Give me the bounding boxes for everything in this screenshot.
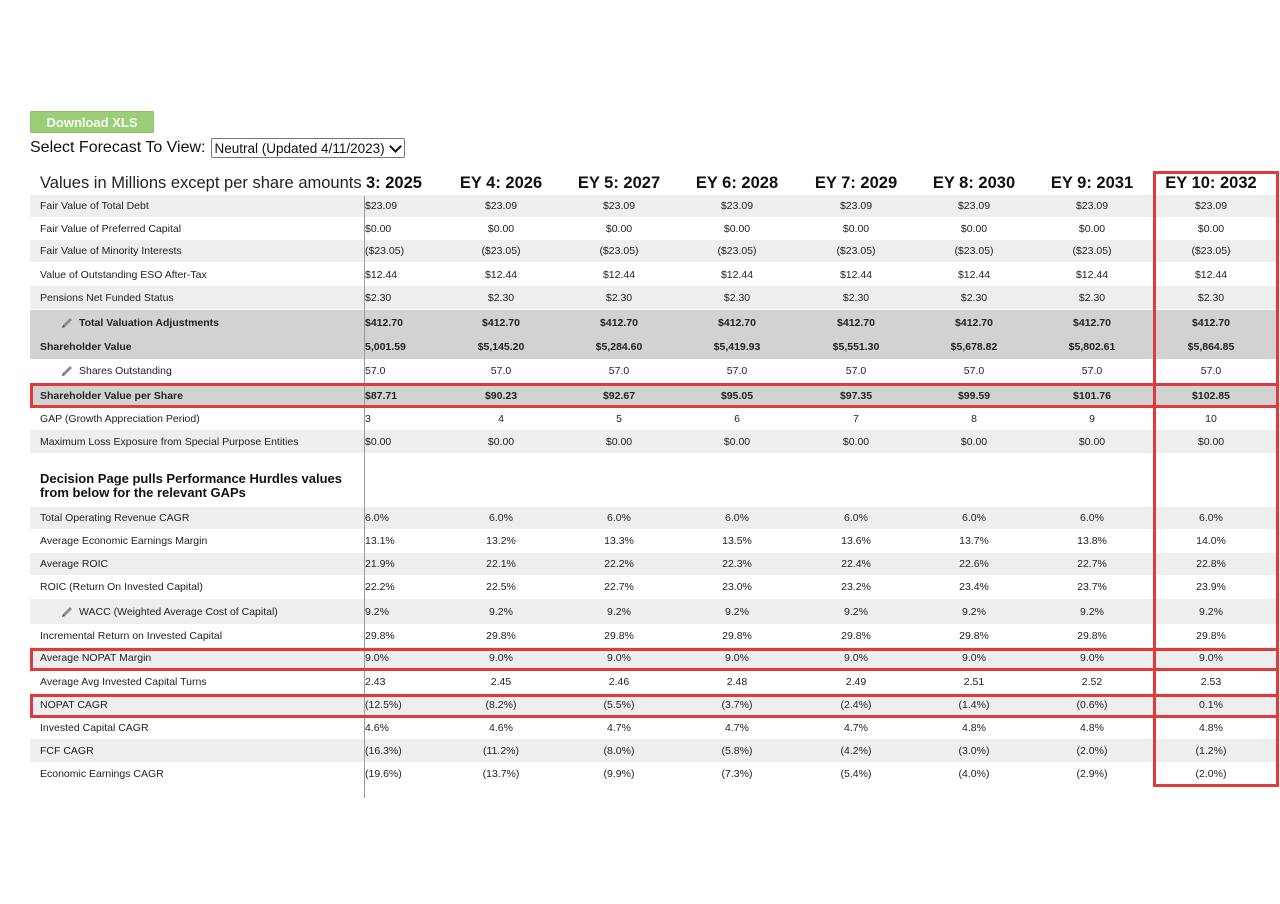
table-cell: 22.2% — [604, 558, 634, 570]
table-cell: 8 — [971, 412, 977, 425]
table-cell: $90.23 — [484, 389, 518, 402]
table-cell: 9.0% — [962, 652, 986, 664]
table-cell: 22.3% — [722, 558, 752, 570]
row-label-text: Fair Value of Total Debt — [40, 200, 149, 212]
row-label — [40, 384, 183, 407]
table-cell: 9.0% — [365, 652, 389, 664]
table-cell: $5,802.61 — [1068, 341, 1116, 353]
row-label-text: Value of Outstanding ESO After-Tax — [40, 268, 207, 281]
table-cell: $412.70 — [482, 316, 520, 329]
column-header-8: EY 10: 2032 — [1165, 174, 1257, 192]
table-cell: $12.44 — [957, 268, 991, 281]
forecast-select[interactable] — [211, 138, 405, 158]
table-cell: 22.8% — [1196, 558, 1226, 570]
table-cell: 5 — [616, 412, 622, 425]
table-cell: $95.05 — [720, 389, 754, 402]
table-cell: 2.51 — [963, 675, 985, 688]
table-cell: 9 — [1089, 412, 1095, 425]
table-cell: (2.9%) — [1076, 768, 1108, 780]
table-cell: $87.71 — [365, 389, 398, 402]
table-cell: $412.70 — [600, 316, 638, 329]
table-cell: 57.0 — [1200, 365, 1222, 377]
table-cell: 6.0% — [607, 512, 631, 524]
table-cell: 22.4% — [841, 558, 871, 570]
table-cell: $0.00 — [723, 435, 751, 448]
table-cell: (11.2%) — [483, 744, 519, 757]
table-cell: 4.8% — [962, 721, 986, 734]
table-cell: 9.0% — [844, 652, 868, 664]
table-cell: 29.8% — [959, 629, 989, 642]
table-cell: ($23.05) — [836, 245, 876, 257]
table-cell: 3 — [365, 412, 371, 425]
row-label — [60, 310, 219, 335]
table-cell: 2.46 — [608, 675, 630, 688]
table-cell: 9.2% — [1080, 605, 1104, 618]
table-row-shares-outstanding — [30, 359, 1278, 383]
table-cell: $97.35 — [839, 389, 873, 402]
table-cell: 13.3% — [604, 535, 634, 547]
pencil-icon[interactable] — [60, 364, 74, 378]
table-cell: ($23.05) — [1191, 245, 1231, 257]
column-header-3: EY 5: 2027 — [577, 174, 661, 192]
table-cell: 4.7% — [725, 721, 749, 734]
table-cell: 23.7% — [1077, 581, 1107, 593]
table-cell: 9.2% — [1199, 605, 1223, 618]
section-title-line-1: Decision Page pulls Performance Hurdles values — [40, 471, 343, 486]
table-cell: 13.6% — [841, 535, 871, 547]
table-cell: 6.0% — [844, 512, 868, 524]
table-cell: $2.30 — [723, 291, 751, 304]
table-cell: $0.00 — [605, 223, 633, 235]
table-cell: 6.0% — [1080, 512, 1104, 524]
chevron-down-icon — [389, 140, 402, 153]
table-cell: $412.70 — [837, 316, 875, 329]
table-cell: (3.0%) — [958, 744, 990, 757]
column-divider — [364, 196, 365, 798]
table-cell: 6.0% — [489, 512, 513, 524]
row-label-text: ROIC (Return On Invested Capital) — [40, 581, 203, 593]
table-cell: 29.8% — [486, 629, 516, 642]
table-row-incremental-return-on-invested-capital — [30, 624, 1278, 647]
table-cell: 14.0% — [1196, 535, 1226, 547]
table-row-average-nopat-margin — [30, 647, 1278, 669]
table-row-fair-value-of-preferred-capital — [30, 218, 1278, 240]
table-row-fair-value-of-minority-interests — [30, 240, 1278, 262]
row-label-text: GAP (Growth Appreciation Period) — [40, 412, 200, 425]
table-cell: $0.00 — [1197, 223, 1225, 235]
table-cell: (12.5%) — [365, 698, 402, 711]
table-row-total-valuation-adjustments — [30, 310, 1278, 335]
table-cell: ($23.05) — [365, 245, 405, 257]
table-cell: $23.09 — [602, 200, 636, 212]
table-cell: 22.6% — [959, 558, 989, 570]
row-label-text: Total Operating Revenue CAGR — [40, 512, 190, 524]
table-cell: 57.0 — [1081, 365, 1103, 377]
row-label-text: FCF CAGR — [40, 744, 94, 757]
table-cell: $12.44 — [365, 268, 398, 281]
table-cell: $23.09 — [365, 200, 398, 212]
table-cell: $412.70 — [718, 316, 756, 329]
table-cell: 4.7% — [844, 721, 868, 734]
table-cell: $102.85 — [1192, 389, 1230, 402]
table-cell: (7.3%) — [721, 768, 753, 780]
table-row-total-operating-revenue-cagr — [30, 507, 1278, 529]
table-cell: 9.2% — [725, 605, 749, 618]
row-label — [40, 576, 203, 598]
column-header-5: EY 7: 2029 — [814, 174, 898, 192]
table-cell: $2.30 — [1078, 291, 1106, 304]
row-label-text: Total Valuation Adjustments — [79, 316, 220, 329]
table-row-average-roic — [30, 553, 1278, 575]
table-cell: $5,864.85 — [1187, 341, 1235, 353]
row-label — [40, 335, 132, 359]
table-cell: (2.0%) — [1076, 744, 1108, 757]
forecast-selected-value: Neutral (Updated 4/11/2023) — [214, 140, 385, 156]
table-row-nopat-cagr — [30, 693, 1278, 716]
table-cell: $23.09 — [484, 200, 518, 212]
table-cell: $0.00 — [723, 223, 751, 235]
table-cell: $5,284.60 — [595, 341, 643, 353]
table-cell: 9.0% — [489, 652, 513, 664]
table-row-roic-return-on-invested-capital — [30, 576, 1278, 598]
table-cell: (1.2%) — [1195, 744, 1227, 757]
table-cell: 13.5% — [722, 535, 752, 547]
table-cell: 9.0% — [607, 652, 631, 664]
table-cell: $23.09 — [839, 200, 873, 212]
table-cell: ($23.05) — [481, 245, 521, 257]
table-cell: 13.1% — [365, 535, 395, 547]
table-cell: $2.30 — [487, 291, 515, 304]
table-cell: $101.76 — [1073, 389, 1111, 402]
table-cell: 6.0% — [725, 512, 749, 524]
table-cell: 22.2% — [365, 581, 395, 593]
table-cell: $0.00 — [960, 223, 988, 235]
row-label — [40, 553, 108, 575]
pencil-icon[interactable] — [60, 605, 74, 619]
table-cell: 57.0 — [490, 365, 512, 377]
table-cell: $0.00 — [960, 435, 988, 448]
table-cell: 23.2% — [841, 581, 871, 593]
column-header-6: EY 8: 2030 — [932, 174, 1016, 192]
table-cell: 4.7% — [607, 721, 631, 734]
table-cell: 29.8% — [841, 629, 871, 642]
table-cell: $12.44 — [839, 268, 873, 281]
table-cell: (8.0%) — [603, 744, 635, 757]
table-cell: 22.1% — [486, 558, 516, 570]
table-cell: 7 — [853, 412, 859, 425]
table-cell: 2.52 — [1081, 675, 1103, 688]
table-cell: 21.9% — [365, 558, 395, 570]
table-cell: 4.6% — [489, 721, 513, 734]
table-cell: 10 — [1205, 412, 1217, 425]
table-cell: 2.49 — [845, 675, 867, 688]
row-label-text: Maximum Loss Exposure from Special Purpose Entities — [40, 435, 299, 448]
table-cell: $92.67 — [602, 389, 636, 402]
row-label — [40, 762, 164, 786]
table-cell: 0.1% — [1199, 698, 1223, 711]
row-label — [40, 647, 151, 669]
table-cell: ($23.05) — [1072, 245, 1112, 257]
table-cell: $99.59 — [957, 389, 991, 402]
table-cell: 4.8% — [1199, 721, 1223, 734]
table-cell: (5.8%) — [721, 744, 753, 757]
table-cell: $2.30 — [365, 291, 392, 304]
column-header-4: EY 6: 2028 — [695, 174, 779, 192]
table-cell: (19.6%) — [365, 768, 402, 780]
table-cell: $412.70 — [955, 316, 993, 329]
table-cell: $412.70 — [1192, 316, 1230, 329]
row-label — [40, 430, 299, 453]
table-cell: (1.4%) — [958, 698, 990, 711]
row-label-text: WACC (Weighted Average Cost of Capital) — [79, 605, 278, 618]
table-cell: $412.70 — [1073, 316, 1111, 329]
table-cell: (9.9%) — [603, 768, 635, 780]
table-cell: (16.3%) — [365, 744, 402, 757]
row-label — [40, 263, 207, 286]
table-cell: $23.09 — [1194, 200, 1228, 212]
table-cell: 22.7% — [604, 581, 634, 593]
table-cell: $2.30 — [842, 291, 870, 304]
row-label-text: Fair Value of Minority Interests — [40, 245, 182, 257]
table-cell: 9.2% — [489, 605, 513, 618]
table-cell: 2.45 — [490, 675, 512, 688]
row-label — [60, 599, 278, 624]
row-label-text: Fair Value of Preferred Capital — [40, 223, 182, 235]
table-cell: $12.44 — [1075, 268, 1109, 281]
table-cell: $0.00 — [842, 223, 870, 235]
table-cell: 57.0 — [963, 365, 985, 377]
table-cell: 57.0 — [608, 365, 630, 377]
table-cell: $2.30 — [605, 291, 633, 304]
table-cell: 13.8% — [1077, 535, 1107, 547]
table-row-wacc-weighted-average-cost-of-capital — [30, 599, 1278, 624]
row-label — [40, 624, 222, 647]
row-label-text: Shareholder Value — [40, 341, 132, 353]
table-cell: 9.0% — [1080, 652, 1104, 664]
row-label-text: Incremental Return on Invested Capital — [40, 629, 223, 642]
row-label-text: NOPAT CAGR — [40, 698, 108, 711]
table-cell: 57.0 — [726, 365, 748, 377]
table-row-shareholder-value — [30, 335, 1278, 359]
column-header-2: EY 4: 2026 — [459, 174, 543, 192]
table-cell: (5.4%) — [840, 768, 872, 780]
table-cell: $0.00 — [365, 435, 392, 448]
table-cell: $23.09 — [1075, 200, 1109, 212]
column-header-7: EY 9: 2031 — [1050, 174, 1134, 192]
table-row-maximum-loss-exposure-from-special-purpose-entities — [30, 430, 1278, 453]
table-cell: 29.8% — [1196, 629, 1226, 642]
table-cell: $23.09 — [957, 200, 991, 212]
row-label-text: Average NOPAT Margin — [40, 652, 152, 664]
row-label — [40, 195, 149, 217]
row-label — [40, 693, 108, 716]
table-cell: (5.5%) — [603, 698, 635, 711]
table-cell: $0.00 — [1078, 435, 1106, 448]
table-cell: 13.2% — [486, 535, 516, 547]
table-cell: (4.2%) — [840, 744, 872, 757]
table-cell: (8.2%) — [485, 698, 517, 711]
table-cell: $12.44 — [484, 268, 518, 281]
table-cell: ($23.05) — [717, 245, 757, 257]
row-label — [40, 218, 181, 240]
table-cell: 22.7% — [1077, 558, 1107, 570]
table-cell: 4.6% — [365, 721, 389, 734]
table-cell: $5,678.82 — [950, 341, 998, 353]
table-row-pensions-net-funded-status — [30, 286, 1278, 309]
table-cell: $0.00 — [842, 435, 870, 448]
row-label-text: Average Avg Invested Capital Turns — [40, 675, 207, 688]
table-cell: $5,145.20 — [477, 341, 525, 353]
table-cell: $0.00 — [365, 223, 392, 235]
table-cell: $12.44 — [602, 268, 636, 281]
row-label-text: Pensions Net Funded Status — [40, 291, 174, 304]
table-cell: (2.0%) — [1195, 768, 1227, 780]
table-cell: $12.44 — [1194, 268, 1228, 281]
table-cell: 29.8% — [604, 629, 634, 642]
table-cell: $5,551.30 — [832, 341, 880, 353]
table-cell: 22.5% — [486, 581, 516, 593]
table-cell: $2.30 — [1197, 291, 1225, 304]
table-cell: $12.44 — [720, 268, 754, 281]
table-cell: (0.6%) — [1076, 698, 1108, 711]
table-cell: 9.2% — [365, 605, 389, 618]
table-cell: 9.2% — [844, 605, 868, 618]
table-cell: (4.0%) — [958, 768, 990, 780]
table-cell: (3.7%) — [721, 698, 753, 711]
table-cell: (2.4%) — [840, 698, 872, 711]
row-label-text: Invested Capital CAGR — [40, 721, 149, 734]
table-header — [30, 170, 1278, 196]
table-cell: $0.00 — [605, 435, 633, 448]
row-label — [40, 716, 149, 739]
table-cell: $0.00 — [1078, 223, 1106, 235]
table-cell: ($23.05) — [954, 245, 994, 257]
row-label — [40, 670, 207, 693]
table-cell: 9.2% — [607, 605, 631, 618]
table-cell: $0.00 — [487, 223, 515, 235]
row-label — [40, 286, 174, 309]
table-cell: 29.8% — [722, 629, 752, 642]
table-cell: 29.8% — [365, 629, 395, 642]
table-cell: 4.8% — [1080, 721, 1104, 734]
row-label-text: Shareholder Value per Share — [40, 389, 183, 402]
column-header-1: 3: 2025 — [366, 174, 422, 192]
table-cell: 4 — [498, 412, 504, 425]
table-cell: 13.7% — [959, 535, 989, 547]
table-cell: 9.0% — [1199, 652, 1223, 664]
table-row-value-of-outstanding-eso-after-tax — [30, 263, 1278, 286]
row-label — [40, 507, 189, 529]
row-label — [40, 739, 94, 762]
table-cell: 2.53 — [1200, 675, 1222, 688]
table-row-average-avg-invested-capital-turns — [30, 670, 1278, 693]
row-label-text: Average ROIC — [40, 558, 109, 570]
table-cell: (13.7%) — [482, 768, 520, 780]
table-cell: $5,419.93 — [713, 341, 761, 353]
table-cell: 29.8% — [1077, 629, 1107, 642]
row-label — [60, 359, 172, 383]
table-cell: 6.0% — [962, 512, 986, 524]
row-label — [40, 530, 207, 552]
row-label — [40, 240, 182, 262]
forecast-selector — [30, 138, 405, 158]
table-cell: $2.30 — [960, 291, 988, 304]
table-row-shareholder-value-per-share — [30, 384, 1278, 407]
table-row-average-economic-earnings-margin — [30, 530, 1278, 552]
table-cell: $412.70 — [365, 316, 403, 329]
row-label — [40, 407, 200, 430]
table-cell: 57.0 — [365, 365, 386, 377]
download-xls-button[interactable]: Download XLS — [30, 111, 154, 133]
table-cell: 57.0 — [845, 365, 867, 377]
table-cell: 9.2% — [962, 605, 986, 618]
row-label-text: Shares Outstanding — [79, 365, 172, 377]
table-cell: 23.9% — [1196, 581, 1226, 593]
table-cell: $0.00 — [487, 435, 515, 448]
row-label-text: Average Economic Earnings Margin — [40, 535, 208, 547]
table-cell: 23.0% — [722, 581, 752, 593]
section-title-line-2: from below for the relevant GAPs — [40, 485, 246, 500]
header-label: Values in Millions except per share amounts — [40, 174, 362, 192]
pencil-icon[interactable] — [60, 316, 74, 330]
table-row-economic-earnings-cagr — [30, 762, 1278, 786]
table-cell: 2.48 — [726, 675, 748, 688]
table-cell: 2.43 — [365, 675, 386, 688]
forecast-label: Select Forecast To View: — [30, 139, 206, 156]
table-cell: 6.0% — [365, 512, 389, 524]
table-cell: $0.00 — [1197, 435, 1225, 448]
table-row-invested-capital-cagr — [30, 716, 1278, 739]
table-cell: 6.0% — [1199, 512, 1223, 524]
table-row-fair-value-of-total-debt — [30, 195, 1278, 217]
table-row-gap-growth-appreciation-period — [30, 407, 1278, 430]
table-cell: 6 — [734, 412, 740, 425]
table-cell: 9.0% — [725, 652, 749, 664]
row-label-text: Economic Earnings CAGR — [40, 768, 164, 780]
table-cell: $23.09 — [720, 200, 754, 212]
table-cell: 5,001.59 — [365, 341, 406, 353]
table-cell: ($23.05) — [599, 245, 639, 257]
table-cell: 23.4% — [959, 581, 989, 593]
table-row-fcf-cagr — [30, 739, 1278, 762]
